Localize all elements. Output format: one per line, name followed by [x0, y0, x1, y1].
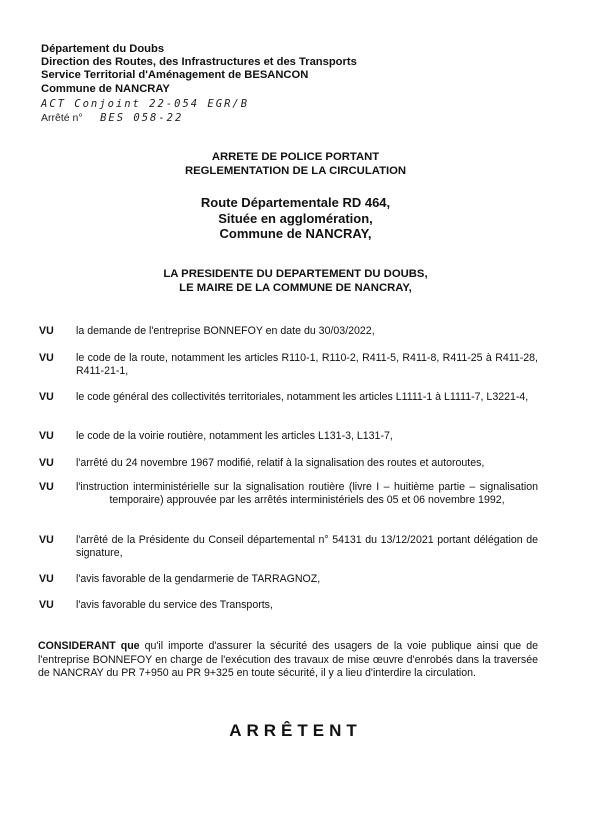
decree-type-line-2: REGLEMENTATION DE LA CIRCULATION [184, 164, 407, 177]
vu-label: VU [39, 352, 54, 364]
road-title [0, 195, 591, 242]
header-line-commune: Commune de NANCRAY [41, 82, 170, 95]
vu-label: VU [39, 573, 54, 585]
considerant-text: qu'il importe d'assurer la sécurité des usagers de la voie publique ainsi que de l'entreprise BONNEFOY en charge de l'exécution des travaux de mise œuvre d'enrobés dans la traversée de NANCRAY du PR 7+950 au PR 9+325 en toute sécurité, il y a lieu d'interdire la circulation. [38, 640, 538, 680]
decree-type-title [0, 151, 591, 178]
road-title-line-2: Située en agglomération, [218, 210, 373, 226]
road-title-line-3: Commune de NANCRAY, [219, 226, 372, 241]
arrete-number-line [41, 112, 183, 124]
vu-text: l'instruction interministérielle sur la signalisation routière (livre I – huitième partie – signalisation temporaire) approuvée par les arrêtés interministériels des 05 et 06 novembre 1992, [76, 481, 538, 506]
handwritten-reference [41, 98, 249, 110]
issuer-header [41, 43, 357, 96]
considerant-lead: CONSIDERANT que [38, 640, 140, 652]
header-line-direction: Direction des Routes, des Infrastructures et des Transports [41, 56, 357, 69]
arrete-number-handwritten: BES 058-22 [100, 112, 184, 124]
vu-text: l'avis favorable du service des Transports, [76, 599, 273, 611]
considerant-paragraph [38, 640, 538, 681]
arrete-label: Arrêté n° [41, 112, 83, 124]
vu-label: VU [39, 481, 54, 493]
vu-label: VU [39, 534, 54, 546]
authorities-title [0, 268, 591, 295]
vu-label: VU [39, 325, 54, 337]
vu-label: VU [39, 457, 54, 469]
vu-text: le code de la route, notamment les articles R110-1, R110-2, R411-5, R411-8, R411-25 à R411-28, R411-21-1, [76, 352, 538, 377]
road-title-line-1: Route Départementale RD 464, [200, 195, 391, 210]
decree-type-line-1: ARRETE DE POLICE PORTANT [211, 151, 380, 163]
handwritten-act-ref: ACT Conjoint 22-054 EGR/B [41, 98, 250, 110]
vu-text: la demande de l'entreprise BONNEFOY en date du 30/03/2022, [76, 325, 375, 337]
vu-text: l'avis favorable de la gendarmerie de TARRAGNOZ, [76, 573, 321, 585]
vu-label: VU [39, 391, 54, 403]
vu-text: le code de la voirie routière, notamment les articles L131-3, L131-7, [76, 430, 393, 442]
arretent-heading: ARRÊTENT [229, 721, 362, 740]
header-line-service: Service Territorial d'Aménagement de BESANCON [41, 69, 309, 82]
authority-line-2: LE MAIRE DE LA COMMUNE DE NANCRAY, [179, 281, 412, 294]
vu-label: VU [39, 430, 54, 442]
vu-text: le code général des collectivités territoriales, notamment les articles L1111-1 à L1111-7, L3221-4, [76, 391, 529, 403]
header-line-department: Département du Doubs [41, 43, 165, 55]
vu-text: l'arrêté du 24 novembre 1967 modifié, relatif à la signalisation des routes et autoroutes, [76, 457, 485, 469]
vu-label: VU [39, 599, 54, 611]
authority-line-1: LA PRESIDENTE DU DEPARTEMENT DU DOUBS, [163, 268, 428, 280]
vu-text: l'arrêté de la Présidente du Conseil départemental n° 54131 du 13/12/2021 portant délégation de signature, [76, 534, 538, 559]
